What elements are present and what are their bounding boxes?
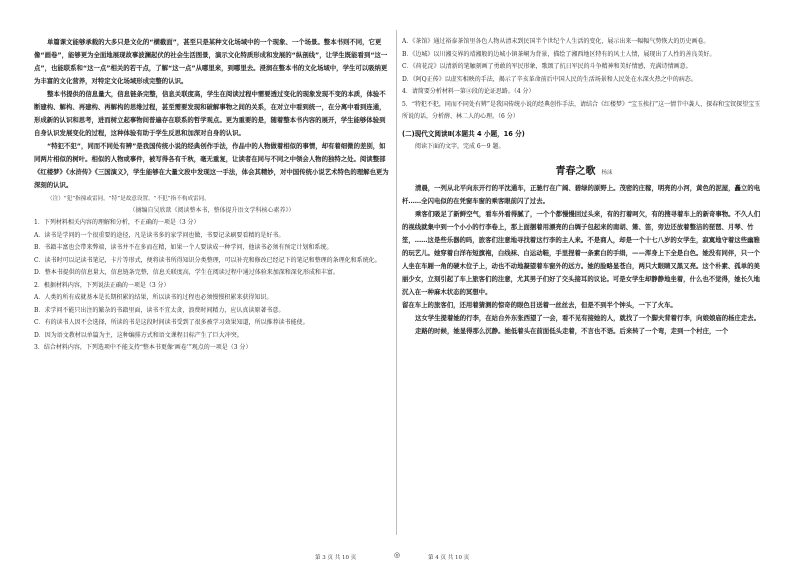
passage-paragraph: 单篇课文能够承载的大多只是文化的“横截面”，甚至只是某种文化场域中的一个现象、一个场景。整本书则不同，它更像“画卷”，能够更为全面地展现故事波澜起伏的社会生活图景，演示文化特质形成和发展的“纵剖线”，让学生既能看到“这一点”，也能联系和“这一点”相关的若干点，了解“这一点”从哪里来，到哪里去。浸润在整本书的文化场域中，学生可以吸纳更为丰富的文化营养，对特定文化场域形成完整的认识。 xyxy=(34,38,388,85)
answer-option: A．读书是学问的一个很重要的途径，凡是读书多的家学问也做，书要记录刷要看精的是好书。 xyxy=(34,231,285,239)
question-stem: 1．下列材料相关内容的理解和分析，不正确的一项是（3 分） xyxy=(34,219,200,226)
section-heading: (二)现代文阅读Ⅱ(本题共 4 小题，16 分) xyxy=(402,129,525,138)
story-title-row xyxy=(402,159,766,178)
question-stem: 2．根据材料内容，下列说法正确的一项是（3 分） xyxy=(34,281,170,289)
story-fragment: 但是不到半个钟头，一下了火车。 xyxy=(580,301,677,309)
story-paragraph: 乘客们吸足了新鲜空气，看车外看得腻了，一个个都慢慢回过头来，有的打着呵欠，有的搜寻着车上的新奇事物。不久人们的视线就集中到一个小小的行李卷上，那上面捆着用漂亮的白绸子包起来的南胡、箫、笛，旁边还放着整洁的琵琶、月琴、竹笙，……这是些乐器的吗，旅客们注意地寻找着这行李的主人来。不是商人，却是一个十七八岁的女学生，寂寞地守着这些幽雅的玩艺儿。她穿着白洋布短旗袍，白线袜、白运动鞋，手里捏着一条素白的手绢，——浑身上下全是白色。她没有同伴，只一个人坐在车厢一角的硬木位子上，动也不动地凝望着车窗外的远方。她的脸略显苍白，两只大眼睛又黑又亮。这个朴素、孤单的美丽少女，立刻引起了车上旅客们的注意，尤其男子们好了交头接耳的议论。可是女学生却静静地坐着，什么也不觉得，她长久地沉入在一种麻木状态的冥想中。 xyxy=(402,210,761,296)
question-stem: 3．结合材料内容，下列选项中不能支持“整本书更像‘画卷’”观点的一项是（3 分） xyxy=(34,344,252,351)
answer-option: C．读书时可以记读书笔记，卡片等形式，便将读书所得知识分类整理，可以补充和修改已经记下的笔记和整理的条理化和系统化。 xyxy=(34,256,381,264)
answer-option: B．求学问不能只出注的繁杂的书籍里面，读书不宜太贪，浪费时间精力，应认真读原著书意。 xyxy=(34,306,285,314)
answer-option: D．整本书提供的信息量大，信息链条完整，信息关联度高，学生在阅读过程中通过体验来加深和深化形成和丰富。 xyxy=(34,269,339,276)
answer-option: B．书籍丰富也会带来弊端，读书并不在多而在精，如果一个人要读成一种学问，他读书必须有预定计划和系统。 xyxy=(34,244,333,251)
left-page-number: 第 3 页 共 10 页 xyxy=(315,555,357,561)
citation: （摘编自吴欣歆《阅读整本书，整体提升语文学科核心素养》） xyxy=(129,207,295,214)
story-paragraph: 走路的时候，她显得那么沉静。她低着头在前面低头走着，不言也不语。后来转了一个弯，走到一个村庄，一个 xyxy=(415,327,729,335)
story-author: 杨沫 xyxy=(601,170,613,176)
footnote: （注）“犯”指撞或雷同，“特”是故意设置。“不犯”指不构成雷同。 xyxy=(47,196,210,202)
page-divider xyxy=(396,30,397,535)
answer-option: D．因为语文教材以单篇为主，这种编排方式和语文课程目标产生了巨大冲突。 xyxy=(34,331,243,339)
answer-option: A．《茶馆》通过裕泰茶馆里各色人物从清末到民国半个世纪个人生活的变化，展示出来一幅幅气势恢大的历史画卷。 xyxy=(402,38,710,45)
section-instruction: 阅读下面的文字，完成 6～9 题。 xyxy=(415,142,505,150)
binding-mark-icon: ◎ xyxy=(394,551,401,559)
question-stem: 4．请简要分析材料一第④段的论证思路。（4 分） xyxy=(402,88,535,95)
right-page-column xyxy=(402,36,766,338)
story-title: 青春之歌 xyxy=(555,166,596,177)
answer-option: B．《边城》以川湘交界的靖湘般的边城小镇茶峒为背景，描绘了湘西地区特有的风土人情，展现出了人性的善良美好。 xyxy=(402,50,716,58)
story-paragraph: 这女学生提着她的行李，在站台外东张西望了一会，看不见有接她的人，就找了一个脚夫背着行李，向娘娘庙的杨庄走去。 xyxy=(415,314,761,322)
passage-paragraph: “特犯不犯”，同而不同处有辨”是我国传统小说的经典创作手法，作品中的人物做着相似的事情，却有着细微的差别，如同两片相似的树叶。相似的人物或事件，被写得各有千秋，毫无重复，让读者在同与不同之中领会人物的独特之处。阅读整部《红楼梦》《水浒传》《三国演义》，学生能够在大量文段中发现这一手法，体会其精妙，对中国传统小说艺术特色的理解也更为深刻的认识。 xyxy=(34,142,389,189)
answer-option: C．有的读书人因不会选择，所读的书是这段时间读书受到了很多被学习效果知道，所以推荐读书能使。 xyxy=(34,319,309,326)
answer-option: D．《阿Q正传》以虚实相映的手法，揭示了辛亥革命前后中国人民的生活场景和人民处在水深火热之中的病态。 xyxy=(402,75,697,83)
story-paragraph xyxy=(402,299,766,312)
answer-option: A．人类的所有成就基本是长期积累的结果，所以读书的过程也必须慢慢积累来获得知识。 xyxy=(34,294,273,301)
story-paragraph: 清晨，一列从北平向东开行的平沈通车，正驰行在广阔、碧绿的原野上。茂密的庄稼，明亮的小河，黄色的泥屋，矗立的电杆……全闪电似的在凭窗车窗的乘客眼前闪了过去。 xyxy=(402,184,761,205)
question-stem: 5．“特犯不犯，同而不同处有辨”是我国传统小说的经典创作手法，请结合《红楼梦》“宝玉挨打”这一情节中袭人、探春和宝钗探望宝玉所说的话，分析薛、林二人的心理。（6 分） xyxy=(402,100,761,120)
left-page-column xyxy=(34,36,390,355)
answer-option: C．《荷花淀》以清新的笔触刻画了勇敢的军民形象，歌颂了抗日军民的斗争精神和美好情感，充满诗情画意。 xyxy=(402,63,692,70)
passage-paragraph: 整本书提供的信息量大，信息链条完整，信息关联度高，学生在阅读过程中需要透过变化的现象发现不变的本质，体验不断建构、解构、再建构、再解构的思维过程，甚至需要发现和破解事物之间的关系，在对立中看到统一，在分离中看到连通，形成新的认识和思考，进而树立起事物间普遍存在联系的哲学观点。更为重要的是，随着整本书内容的展开，学生能够体验到自身认识发展变化的过程，这种体验有助于学生反思和加深对自身的认识。 xyxy=(34,90,386,137)
right-page-number: 第 4 页 共 10 页 xyxy=(428,555,470,561)
story-fragment: 留在车上的旅客们，还用着猜测的惊奇的眼色目送着一丝丝去， xyxy=(402,301,581,309)
